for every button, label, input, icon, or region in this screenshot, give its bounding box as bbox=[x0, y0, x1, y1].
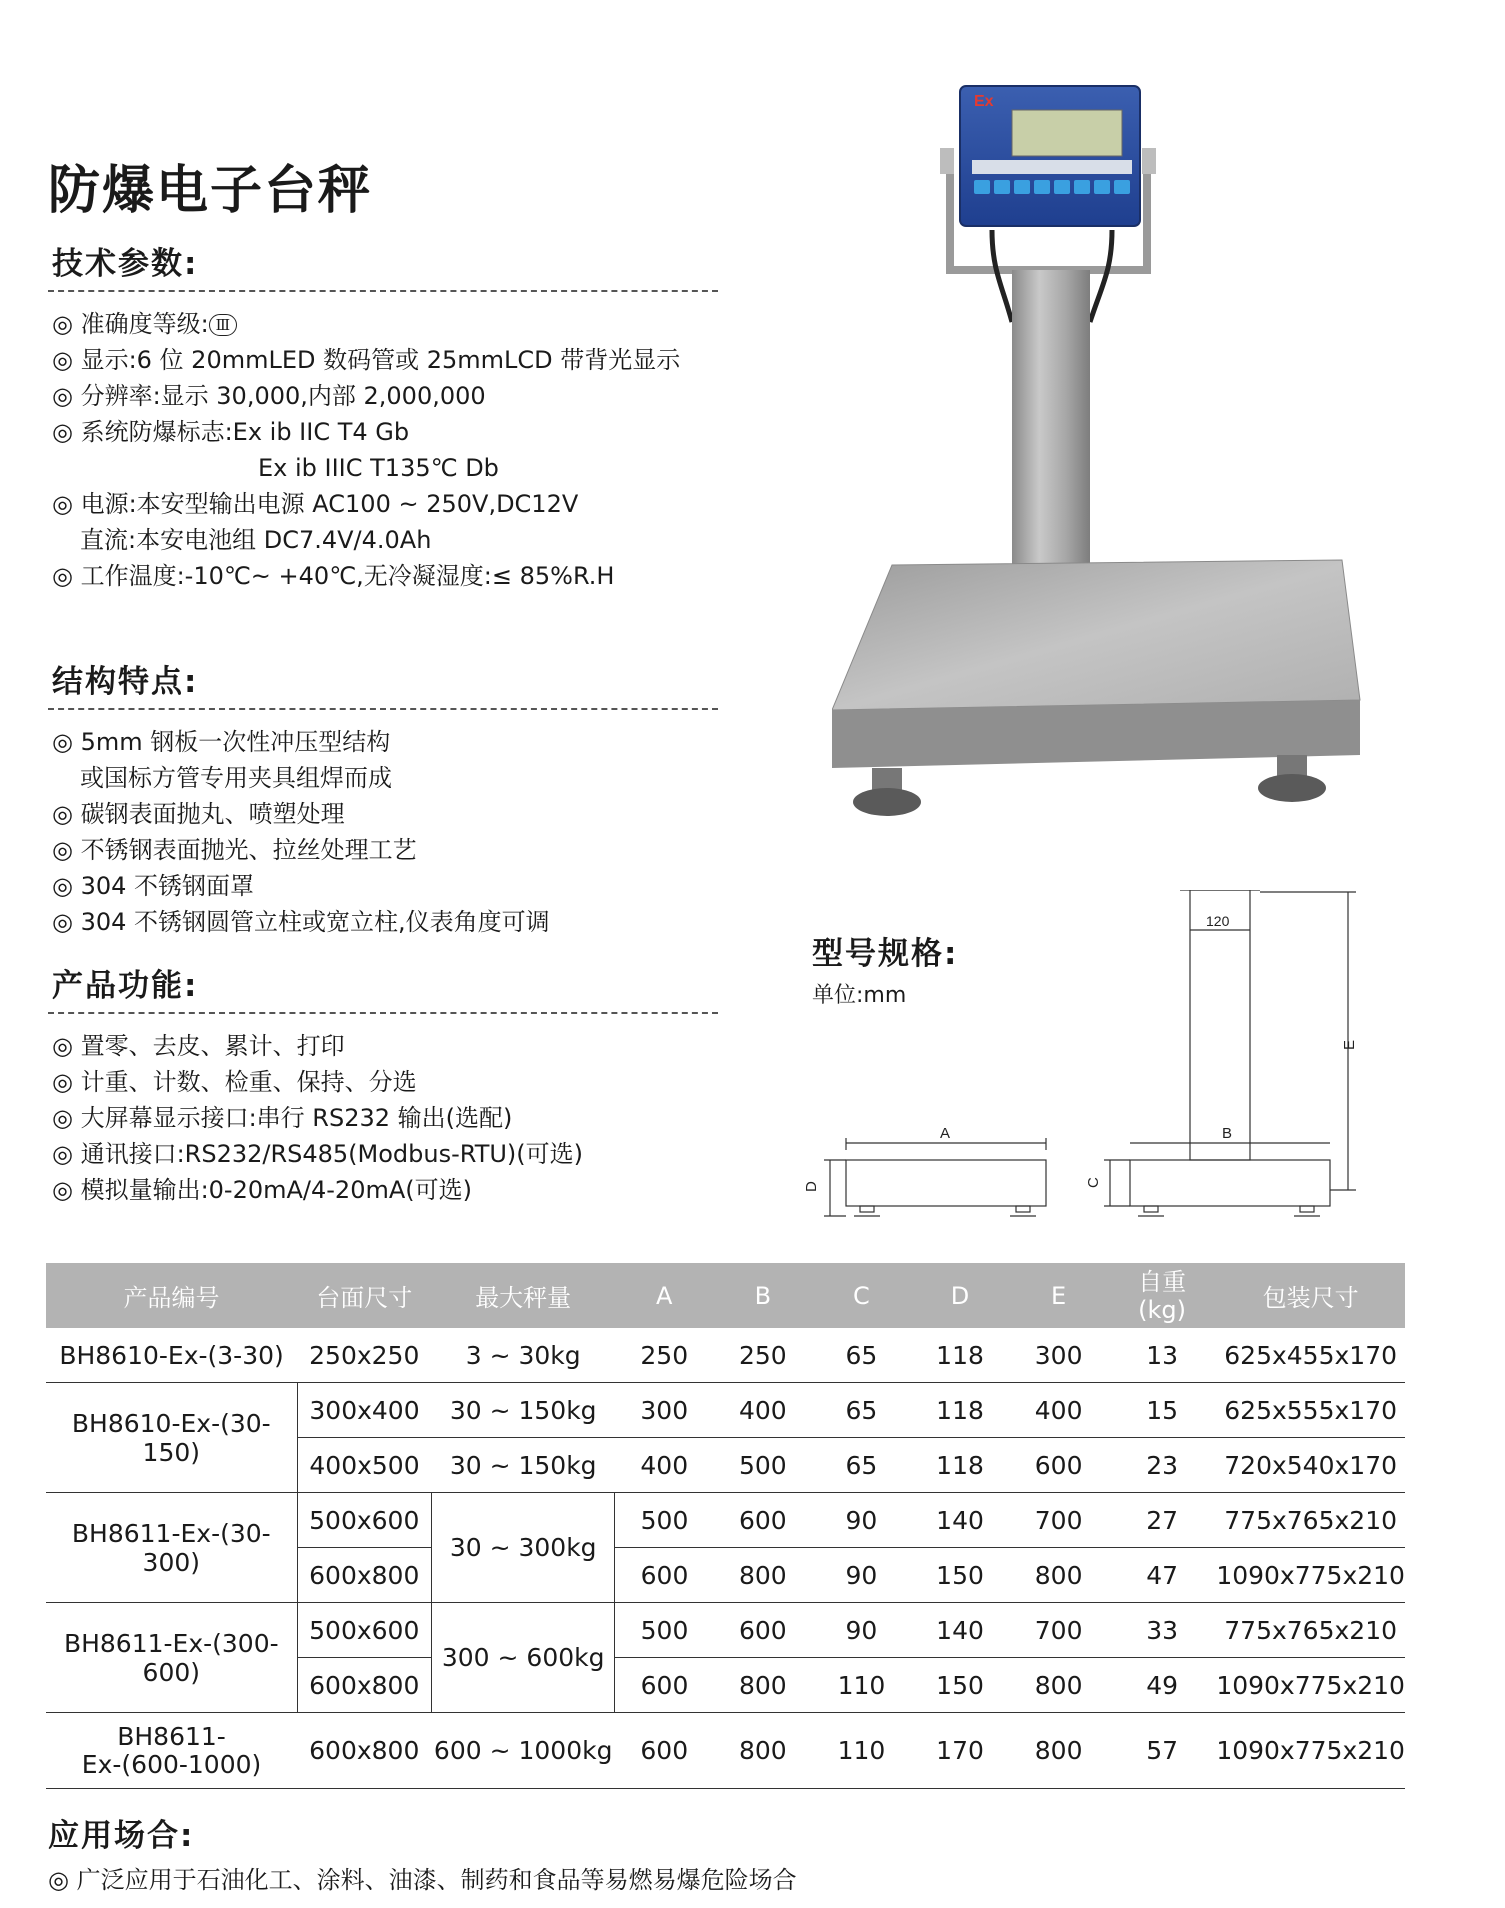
label-D: D bbox=[803, 1181, 820, 1192]
indicator-key bbox=[1074, 180, 1090, 194]
cell: 33 bbox=[1108, 1603, 1216, 1658]
cell: 500 bbox=[615, 1603, 714, 1658]
cell: 300 bbox=[1009, 1328, 1108, 1383]
cell: 300x400 bbox=[297, 1383, 431, 1438]
cell: 118 bbox=[911, 1438, 1010, 1493]
cell: 140 bbox=[911, 1493, 1010, 1548]
cell: 250x250 bbox=[297, 1328, 431, 1383]
cell: 600x800 bbox=[297, 1713, 431, 1789]
cell: 600 bbox=[714, 1493, 813, 1548]
cell: 118 bbox=[911, 1383, 1010, 1438]
col-header: C bbox=[812, 1263, 911, 1328]
cell: 600 ~ 1000kg bbox=[431, 1713, 615, 1789]
table-row bbox=[46, 1603, 1405, 1658]
col-header: 包装尺寸 bbox=[1216, 1263, 1405, 1328]
tech-divider bbox=[48, 290, 718, 292]
col-header: A bbox=[615, 1263, 714, 1328]
tech-item: ◎ 系统防爆标志:Ex ib IIC T4 Gb bbox=[52, 418, 410, 446]
cell: 800 bbox=[714, 1658, 813, 1713]
function-item: ◎ 模拟量输出:0-20mA/4-20mA(可选) bbox=[52, 1176, 472, 1204]
cell: 500x600 bbox=[297, 1493, 431, 1548]
cell: 30 ~ 150kg bbox=[431, 1383, 615, 1438]
structure-divider bbox=[48, 708, 718, 710]
tech-item: ◎ 工作温度:-10℃~ +40℃,无冷凝湿度:≤ 85%R.H bbox=[52, 562, 615, 590]
cell: 600x800 bbox=[297, 1548, 431, 1603]
cell: 90 bbox=[812, 1548, 911, 1603]
cell: 775x765x210 bbox=[1216, 1493, 1405, 1548]
tech-item: ◎ 分辨率:显示 30,000,内部 2,000,000 bbox=[52, 382, 486, 410]
cell: 150 bbox=[911, 1548, 1010, 1603]
table-row bbox=[46, 1383, 1405, 1438]
tech-item: Ex ib IIIC T135℃ Db bbox=[258, 454, 499, 482]
cell: 625x555x170 bbox=[1216, 1383, 1405, 1438]
structure-heading: 结构特点: bbox=[52, 664, 199, 700]
cell: 800 bbox=[1009, 1548, 1108, 1603]
table-row bbox=[46, 1493, 1405, 1548]
cell: 49 bbox=[1108, 1658, 1216, 1713]
structure-item: ◎ 304 不锈钢圆管立柱或宽立柱,仪表角度可调 bbox=[52, 908, 550, 936]
cell: 1090x775x210 bbox=[1216, 1658, 1405, 1713]
cell: 800 bbox=[714, 1548, 813, 1603]
label-B: B bbox=[1222, 1125, 1233, 1142]
structure-item: ◎ 碳钢表面抛丸、喷塑处理 bbox=[52, 800, 345, 828]
spec-table bbox=[46, 1263, 1405, 1789]
tech-accuracy bbox=[52, 306, 237, 342]
weight-header-line1: 自重 bbox=[1138, 1267, 1187, 1296]
label-120: 120 bbox=[1206, 913, 1230, 929]
col-header: 最大秤量 bbox=[431, 1263, 615, 1328]
cell: 170 bbox=[911, 1713, 1010, 1789]
col-header: 台面尺寸 bbox=[297, 1263, 431, 1328]
cell: 1090x775x210 bbox=[1216, 1548, 1405, 1603]
cell: 500 bbox=[714, 1438, 813, 1493]
cell: 30 ~ 150kg bbox=[431, 1438, 615, 1493]
cell: 300 bbox=[615, 1383, 714, 1438]
tech-heading: 技术参数: bbox=[52, 246, 199, 282]
scale-platform bbox=[832, 560, 1360, 710]
lcd-display bbox=[1012, 110, 1122, 156]
cell: 600 bbox=[1009, 1438, 1108, 1493]
cell: 600 bbox=[615, 1713, 714, 1789]
model-line2: Ex-(600-1000) bbox=[81, 1749, 262, 1779]
product-photo bbox=[832, 60, 1412, 840]
cell: 625x455x170 bbox=[1216, 1328, 1405, 1383]
cell: 600x800 bbox=[297, 1658, 431, 1713]
indicator-key bbox=[1094, 180, 1110, 194]
accuracy-class-mark: Ⅲ bbox=[209, 314, 237, 336]
function-heading: 产品功能: bbox=[52, 968, 199, 1004]
function-item: ◎ 计重、计数、检重、保持、分选 bbox=[52, 1068, 417, 1096]
side-view-platform bbox=[1130, 1160, 1330, 1206]
cell: 30 ~ 300kg bbox=[431, 1493, 615, 1603]
front-view-platform bbox=[846, 1160, 1046, 1206]
cell: 600 bbox=[615, 1658, 714, 1713]
col-header: 产品编号 bbox=[46, 1263, 297, 1328]
cell: 800 bbox=[1009, 1713, 1108, 1789]
cell: 23 bbox=[1108, 1438, 1216, 1493]
cell: 800 bbox=[1009, 1658, 1108, 1713]
cell: 500 bbox=[615, 1493, 714, 1548]
cell: 65 bbox=[812, 1383, 911, 1438]
cell: 400x500 bbox=[297, 1438, 431, 1493]
function-item: ◎ 大屏幕显示接口:串行 RS232 输出(选配) bbox=[52, 1104, 513, 1132]
cell: 150 bbox=[911, 1658, 1010, 1713]
model-line1: BH8611- bbox=[117, 1721, 226, 1751]
cell: 13 bbox=[1108, 1328, 1216, 1383]
cell: 600 bbox=[615, 1548, 714, 1603]
table-header-row bbox=[46, 1263, 1405, 1328]
label-C: C bbox=[1085, 1177, 1102, 1188]
model-cell: BH8610-Ex-(30-150) bbox=[46, 1383, 297, 1493]
cell: 600 bbox=[714, 1603, 813, 1658]
cell: 15 bbox=[1108, 1383, 1216, 1438]
cell: 700 bbox=[1009, 1493, 1108, 1548]
cell: 47 bbox=[1108, 1548, 1216, 1603]
indicator-key bbox=[1114, 180, 1130, 194]
weight-header-line2: (kg) bbox=[1138, 1295, 1187, 1324]
application-text: ◎ 广泛应用于石油化工、涂料、油漆、制药和食品等易燃易爆危险场合 bbox=[48, 1866, 797, 1894]
col-header: E bbox=[1009, 1263, 1108, 1328]
cell: 400 bbox=[714, 1383, 813, 1438]
indicator-key bbox=[974, 180, 990, 194]
col-header: B bbox=[714, 1263, 813, 1328]
cell: 300 ~ 600kg bbox=[431, 1603, 615, 1713]
cell: 65 bbox=[812, 1438, 911, 1493]
model-cell: BH8611-Ex-(30-300) bbox=[46, 1493, 297, 1603]
function-divider bbox=[48, 1012, 718, 1014]
indicator-key bbox=[994, 180, 1010, 194]
cell: 720x540x170 bbox=[1216, 1438, 1405, 1493]
tech-item: ◎ 电源:本安型输出电源 AC100 ~ 250V,DC12V bbox=[52, 490, 579, 518]
cell: 140 bbox=[911, 1603, 1010, 1658]
structure-item: ◎ 304 不锈钢面罩 bbox=[52, 872, 255, 900]
indicator-key bbox=[1054, 180, 1070, 194]
cell: 800 bbox=[714, 1713, 813, 1789]
indicator-key bbox=[1014, 180, 1030, 194]
label-E: E bbox=[1341, 1039, 1358, 1050]
col-header-weight bbox=[1108, 1263, 1216, 1328]
application-heading: 应用场合: bbox=[48, 1818, 195, 1854]
dimension-diagram bbox=[800, 890, 1370, 1230]
structure-item: ◎ 5mm 钢板一次性冲压型结构 bbox=[52, 728, 391, 756]
function-item: ◎ 通讯接口:RS232/RS485(Modbus-RTU)(可选) bbox=[52, 1140, 584, 1168]
col-header: D bbox=[911, 1263, 1010, 1328]
model-cell: BH8611-Ex-(300-600) bbox=[46, 1603, 297, 1713]
table-row bbox=[46, 1713, 1405, 1789]
table-row bbox=[46, 1328, 1405, 1383]
cell: 118 bbox=[911, 1328, 1010, 1383]
tech-item: 直流:本安电池组 DC7.4V/4.0Ah bbox=[80, 526, 432, 554]
cell: 110 bbox=[812, 1713, 911, 1789]
model-spec-heading: 型号规格: bbox=[812, 936, 959, 972]
cell: 90 bbox=[812, 1603, 911, 1658]
cell: 250 bbox=[714, 1328, 813, 1383]
cell: 57 bbox=[1108, 1713, 1216, 1789]
page-title: 防爆电子台秤 bbox=[48, 161, 373, 221]
cell: 400 bbox=[615, 1438, 714, 1493]
cell: 27 bbox=[1108, 1493, 1216, 1548]
cell: 400 bbox=[1009, 1383, 1108, 1438]
accuracy-label: ◎ 准确度等级: bbox=[52, 310, 209, 338]
cell: 3 ~ 30kg bbox=[431, 1328, 615, 1383]
cell: 90 bbox=[812, 1493, 911, 1548]
cell: 775x765x210 bbox=[1216, 1603, 1405, 1658]
ex-mark: Ex bbox=[974, 93, 994, 110]
cell: 1090x775x210 bbox=[1216, 1713, 1405, 1789]
unit-label: 单位:mm bbox=[812, 983, 907, 1008]
model-cell: BH8610-Ex-(3-30) bbox=[46, 1328, 297, 1383]
cell: 250 bbox=[615, 1328, 714, 1383]
indicator-key bbox=[1034, 180, 1050, 194]
tech-item: ◎ 显示:6 位 20mmLED 数码管或 25mmLCD 带背光显示 bbox=[52, 346, 681, 374]
structure-item: 或国标方管专用夹具组焊而成 bbox=[80, 764, 392, 792]
cell: 65 bbox=[812, 1328, 911, 1383]
function-item: ◎ 置零、去皮、累计、打印 bbox=[52, 1032, 345, 1060]
cell: 110 bbox=[812, 1658, 911, 1713]
label-A: A bbox=[940, 1125, 951, 1142]
model-cell bbox=[46, 1713, 297, 1789]
structure-item: ◎ 不锈钢表面抛光、拉丝处理工艺 bbox=[52, 836, 417, 864]
cell: 700 bbox=[1009, 1603, 1108, 1658]
cell: 500x600 bbox=[297, 1603, 431, 1658]
